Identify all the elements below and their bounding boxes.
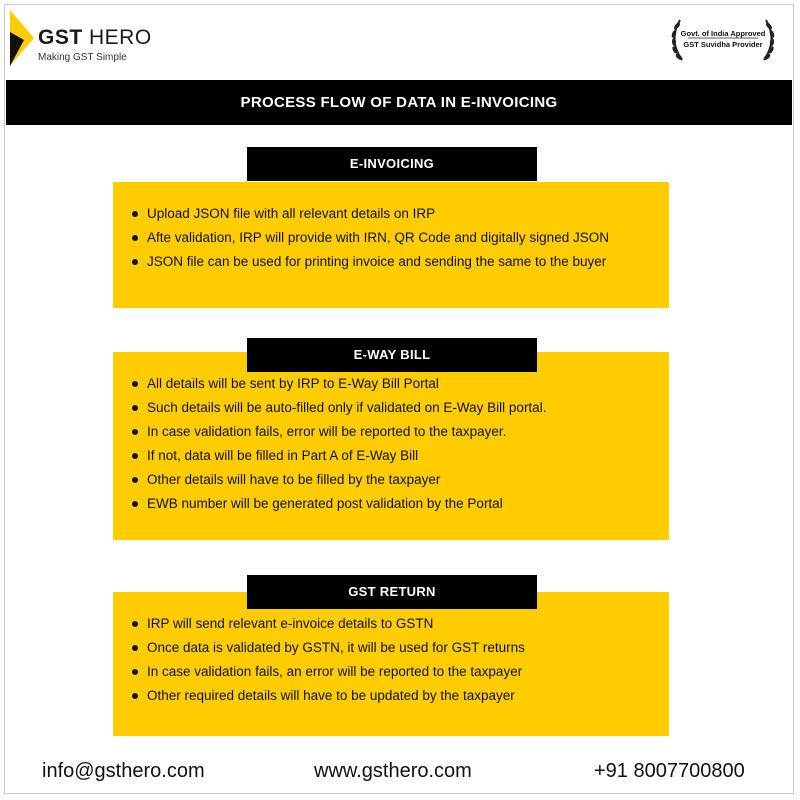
section-einvoicing-heading: E-INVOICING (247, 147, 537, 181)
page-title: PROCESS FLOW OF DATA IN E-INVOICING (6, 80, 792, 125)
footer-email[interactable]: info@gsthero.com (42, 760, 205, 782)
footer-website[interactable]: www.gsthero.com (314, 760, 472, 782)
brand-name: GST HERO (38, 26, 152, 49)
section-gstreturn-list (131, 612, 525, 708)
list-item: In case validation fails, an error will be reported to the taxpayer (131, 660, 525, 684)
section-gstreturn-heading: GST RETURN (247, 575, 537, 609)
section-ewaybill-list (131, 372, 546, 516)
list-item: Other details will have to be filled by the taxpayer (131, 468, 546, 492)
list-item: Once data is validated by GSTN, it will be used for GST returns (131, 636, 525, 660)
section-einvoicing-list (131, 202, 609, 274)
list-item: JSON file can be used for printing invoice and sending the same to the buyer (131, 250, 609, 274)
list-item: EWB number will be generated post validation by the Portal (131, 492, 546, 516)
list-item: If not, data will be filled in Part A of E-Way Bill (131, 444, 546, 468)
section-ewaybill-heading: E-WAY BILL (247, 338, 537, 372)
brand-logo (10, 10, 210, 70)
govt-approved-badge (666, 14, 780, 66)
section-ewaybill-panel (113, 352, 669, 540)
list-item: All details will be sent by IRP to E-Way Bill Portal (131, 372, 546, 396)
logo-mark-icon (10, 10, 36, 66)
list-item: Afte validation, IRP will provide with IRN, QR Code and digitally signed JSON (131, 226, 609, 250)
list-item: IRP will send relevant e-invoice details to GSTN (131, 612, 525, 636)
list-item: Other required details will have to be updated by the taxpayer (131, 684, 525, 708)
footer-phone[interactable]: +91 8007700800 (594, 760, 745, 782)
badge-line-1: Govt. of India Approved (680, 29, 766, 38)
badge-line-2: GST Suvidha Provider (683, 40, 763, 49)
list-item: Such details will be auto-filled only if validated on E-Way Bill portal. (131, 396, 546, 420)
section-einvoicing-panel (113, 182, 669, 308)
brand-tagline: Making GST Simple (38, 52, 127, 63)
section-gstreturn-panel (113, 592, 669, 736)
list-item: Upload JSON file with all relevant details on IRP (131, 202, 609, 226)
list-item: In case validation fails, error will be reported to the taxpayer. (131, 420, 546, 444)
